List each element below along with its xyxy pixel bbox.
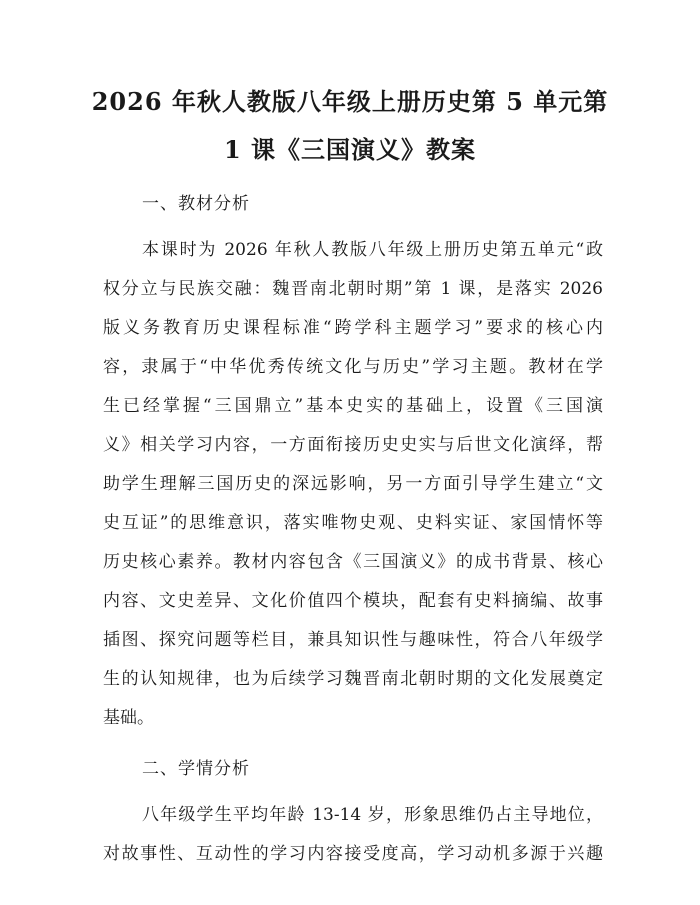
- section-heading-learner-analysis: 二、学情分析: [142, 759, 250, 779]
- paragraph-line: 义》相关学习内容，一方面衔接历史史实与后世文化演绎，帮: [103, 435, 603, 455]
- document-title-line-1: 2026 年秋人教版八年级上册历史第 5 单元第: [91, 87, 609, 116]
- paragraph-line: 本课时为 2026 年秋人教版八年级上册历史第五单元“政: [142, 240, 603, 260]
- paragraph-line: 助学生理解三国历史的深远影响，另一方面引导学生建立“文: [103, 474, 603, 494]
- paragraph-line: 版义务教育历史课程标准“跨学科主题学习”要求的核心内: [103, 318, 603, 338]
- paragraph-line: 容，隶属于“中华优秀传统文化与历史”学习主题。教材在学: [103, 357, 603, 377]
- paragraph-line: 插图、探究问题等栏目，兼具知识性与趣味性，符合八年级学: [103, 630, 603, 650]
- paragraph-line: 权分立与民族交融：魏晋南北朝时期”第 1 课，是落实 2026: [103, 279, 603, 299]
- paragraph-line: 历史核心素养。教材内容包含《三国演义》的成书背景、核心: [103, 552, 603, 572]
- paragraph-line: 八年级学生平均年龄 13-14 岁，形象思维仍占主导地位，: [142, 805, 603, 825]
- paragraph-line: 生的认知规律，也为后续学习魏晋南北朝时期的文化发展奠定: [103, 669, 603, 689]
- paragraph-line: 生已经掌握“三国鼎立”基本史实的基础上，设置《三国演: [103, 396, 603, 416]
- document-title-line-2: 1 课《三国演义》教案: [223, 135, 477, 164]
- paragraph-line: 内容、文史差异、文化价值四个模块，配套有史料摘编、故事: [103, 591, 603, 611]
- paragraph-line: 基础。: [103, 708, 154, 728]
- paragraph-line: 对故事性、互动性的学习内容接受度高，学习动机多源于兴趣: [103, 844, 603, 864]
- section-heading-textbook-analysis: 一、教材分析: [142, 194, 250, 214]
- paragraph-line: 史互证”的思维意识，落实唯物史观、史料实证、家国情怀等: [103, 513, 603, 533]
